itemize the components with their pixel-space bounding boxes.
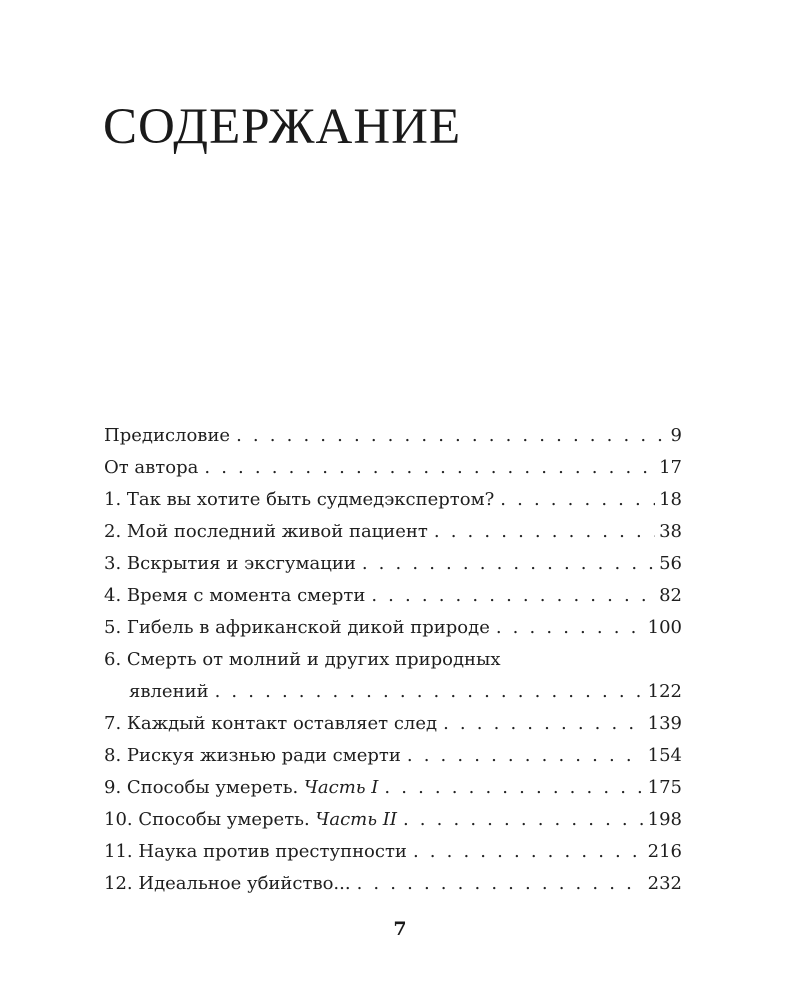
toc-leader-dots	[496, 612, 644, 644]
table-of-contents	[104, 420, 682, 900]
toc-entry-label	[104, 644, 501, 676]
toc-leader-dots	[413, 836, 644, 868]
toc-entry-chapter-9[interactable]	[104, 772, 682, 804]
toc-entry-chapter-7[interactable]	[104, 708, 682, 740]
chapter-title: Смерть от молний и других природных	[126, 649, 501, 670]
chapter-title: Так вы хотите быть судмедэкспертом?	[126, 489, 495, 510]
toc-leader-dots	[215, 676, 644, 708]
toc-entry-chapter-10[interactable]	[104, 804, 682, 836]
chapter-title: Время с момента смерти	[126, 585, 366, 606]
page-title: СОДЕРЖАНИЕ	[103, 99, 462, 155]
toc-leader-dots	[384, 772, 643, 804]
toc-entry-preface[interactable]	[104, 420, 682, 452]
toc-entry-page: 9	[670, 425, 682, 446]
toc-leader-dots	[357, 868, 644, 900]
toc-entry-chapter-5[interactable]	[104, 612, 682, 644]
toc-entry-page: 18	[659, 489, 682, 510]
chapter-title: Рискуя жизнью ради смерти	[126, 745, 401, 766]
toc-entry-label	[104, 516, 428, 548]
toc-entry-chapter-8[interactable]	[104, 740, 682, 772]
chapter-title: Мой последний живой пациент	[126, 521, 428, 542]
toc-entry-label	[104, 548, 356, 580]
chapter-number: 1.	[104, 489, 122, 510]
toc-entry-label	[104, 868, 351, 900]
toc-entry-page: 100	[647, 617, 682, 638]
chapter-number: 4.	[104, 585, 122, 606]
chapter-number: 6.	[104, 649, 122, 670]
toc-entry-page: 216	[647, 841, 682, 862]
toc-leader-dots	[500, 484, 655, 516]
toc-entry-chapter-4[interactable]	[104, 580, 682, 612]
toc-leader-dots	[407, 740, 644, 772]
toc-entry-label	[104, 836, 407, 868]
toc-entry-page: 139	[647, 713, 682, 734]
toc-entry-chapter-2[interactable]	[104, 516, 682, 548]
toc-entry-page: 232	[647, 873, 682, 894]
toc-entry-label	[104, 612, 490, 644]
toc-entry-page: 82	[659, 585, 682, 606]
toc-entry-label: Предисловие	[104, 425, 231, 446]
toc-leader-dots	[362, 548, 655, 580]
toc-entry-page: 56	[659, 553, 682, 574]
chapter-number: 5.	[104, 617, 122, 638]
toc-entry-page: 175	[647, 777, 682, 798]
toc-entry-chapter-11[interactable]	[104, 836, 682, 868]
toc-entry-author-note[interactable]	[104, 452, 682, 484]
toc-entry-label	[104, 580, 365, 612]
toc-entry-label	[104, 708, 437, 740]
toc-leader-dots	[371, 580, 655, 612]
chapter-title: Гибель в африканской дикой природе	[126, 617, 490, 638]
toc-entry-label	[104, 484, 494, 516]
toc-leader-dots	[403, 804, 644, 836]
chapter-title-continued: явлений	[129, 681, 209, 702]
toc-leader-dots	[204, 452, 655, 484]
page-number: 7	[393, 918, 407, 940]
chapter-title: Способы умереть.	[138, 809, 310, 830]
toc-entry-page: 122	[647, 681, 682, 702]
chapter-number: 11.	[104, 841, 133, 862]
chapter-number: 3.	[104, 553, 122, 574]
toc-entry-label: От автора	[104, 457, 199, 478]
chapter-number: 12.	[104, 873, 133, 894]
chapter-title: Идеальное убийство...	[138, 873, 351, 894]
chapter-number: 2.	[104, 521, 122, 542]
toc-leader-dots	[434, 516, 655, 548]
chapter-number: 7.	[104, 713, 122, 734]
toc-entry-page: 38	[659, 521, 682, 542]
chapter-number: 8.	[104, 745, 122, 766]
toc-entry-chapter-3[interactable]	[104, 548, 682, 580]
chapter-title: Способы умереть.	[126, 777, 299, 798]
toc-entry-chapter-6-line2[interactable]	[104, 676, 682, 708]
chapter-title-part: Часть II	[315, 809, 397, 830]
toc-leader-dots	[443, 708, 644, 740]
chapter-title-part: Часть I	[303, 777, 379, 798]
toc-leader-dots	[236, 420, 666, 452]
chapter-number: 10.	[104, 809, 133, 830]
toc-entry-page: 198	[647, 809, 682, 830]
toc-entry-page: 17	[659, 457, 682, 478]
toc-entry-label	[104, 804, 397, 836]
chapter-number: 9.	[104, 777, 122, 798]
toc-entry-label	[104, 740, 401, 772]
toc-entry-chapter-1[interactable]	[104, 484, 682, 516]
chapter-title: Наука против преступности	[138, 841, 407, 862]
toc-entry-chapter-12[interactable]	[104, 868, 682, 900]
chapter-title: Каждый контакт оставляет след	[126, 713, 438, 734]
chapter-title: Вскрытия и эксгумации	[126, 553, 356, 574]
toc-entry-label	[104, 772, 378, 804]
toc-entry-page: 154	[647, 745, 682, 766]
toc-entry-chapter-6-line1[interactable]	[104, 644, 682, 676]
